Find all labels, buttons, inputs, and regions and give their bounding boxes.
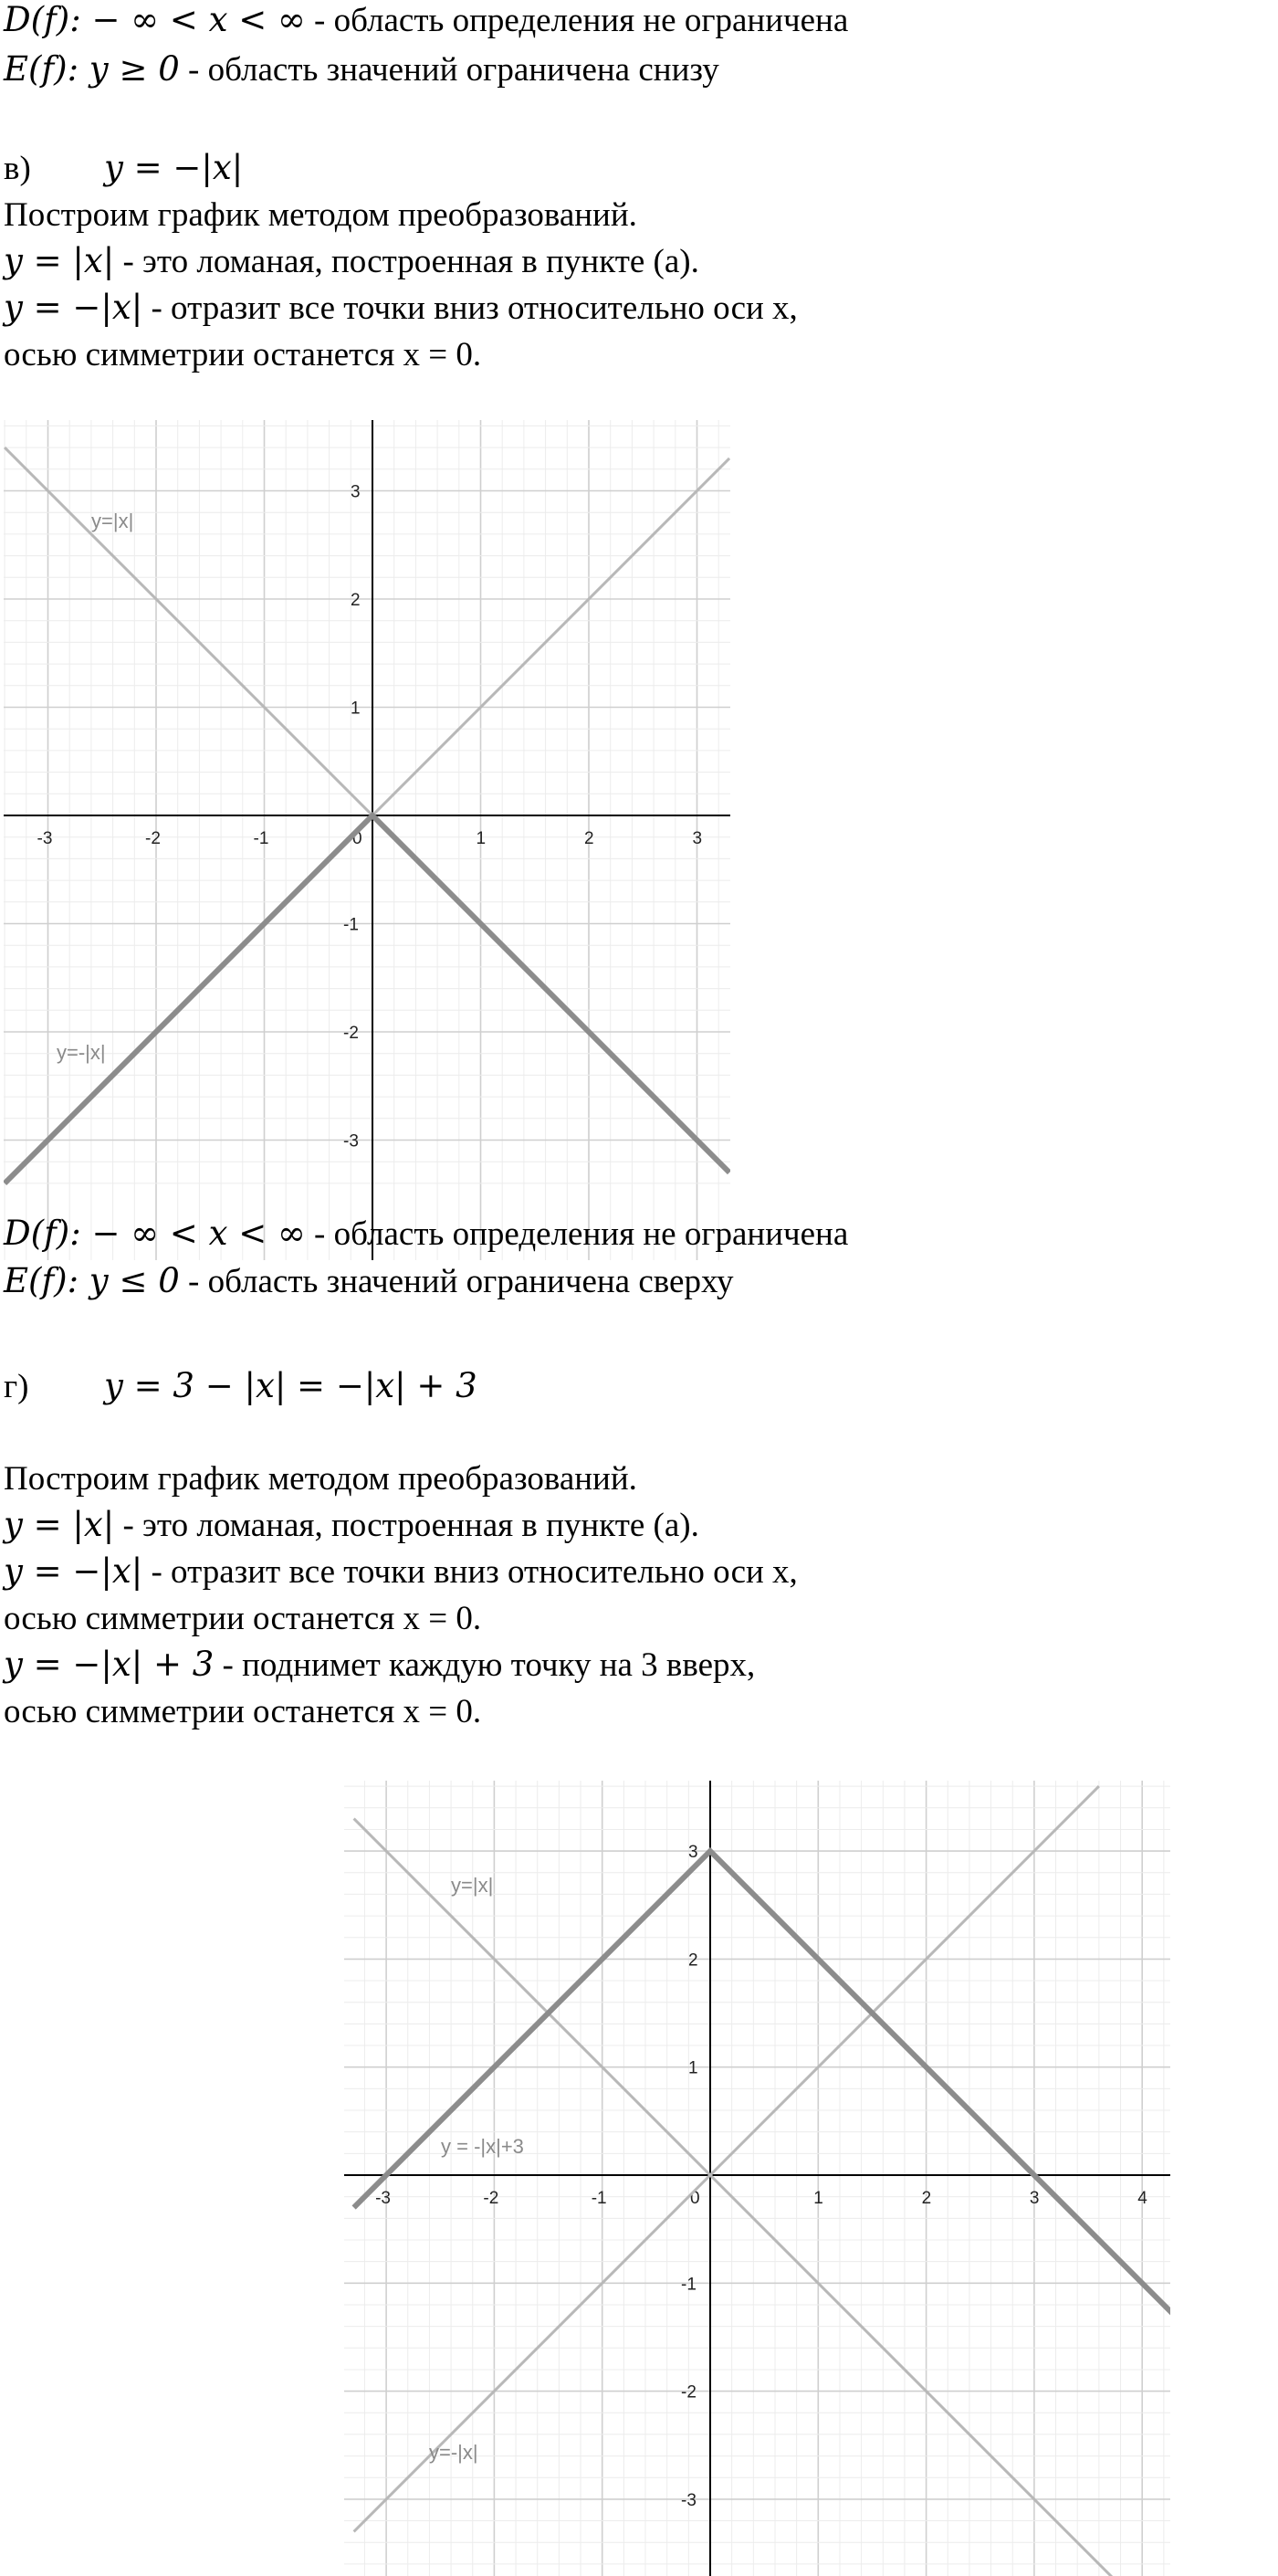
part-g-heading: [4, 1366, 477, 1407]
part-v-line-2-formula: y = −|x|: [4, 288, 143, 327]
y-tick-label: -1: [681, 2275, 697, 2295]
part-v-line-1-formula: y = |x|: [4, 241, 115, 280]
graph-v: [4, 420, 730, 1260]
y-tick-label: 2: [688, 1950, 698, 1971]
x-tick-label: 4: [1137, 2189, 1147, 2208]
y-tick-label: -2: [343, 1024, 359, 1043]
graph-v-canvas: [4, 420, 730, 1260]
x-tick-label: 3: [692, 829, 703, 848]
x-tick-label: -3: [375, 2189, 392, 2208]
domain-statement-v: [4, 1214, 848, 1255]
x-tick-label: 0: [690, 2189, 700, 2208]
part-g-line-5-text: осью симметрии останется x = 0.: [4, 1693, 482, 1730]
range-statement-b: [4, 49, 719, 90]
y-tick-label: 1: [351, 699, 361, 719]
x-tick-label: 2: [584, 829, 594, 848]
graph-g: [344, 1781, 1170, 2576]
series-label: y = -|x|+3: [441, 2135, 524, 2158]
y-tick-label: 3: [688, 1843, 698, 1863]
domain-text: - область определения не ограничена: [305, 2, 849, 39]
part-g-line-0-text: Построим график методом преобразований.: [4, 1460, 637, 1498]
part-g-line-2-text: - отразит все точки вниз относительно оси x,: [142, 1553, 798, 1591]
domain-formula-v: D(f): − ∞ < x < ∞: [4, 1214, 306, 1253]
x-tick-label: 2: [921, 2189, 932, 2208]
series-line: [354, 1851, 1170, 2316]
part-v-line-2-text: - отразит все точки вниз относительно оси x,: [142, 289, 798, 327]
x-tick-label: 3: [1029, 2189, 1040, 2208]
range-formula: E(f): y ≥ 0: [4, 49, 180, 89]
part-g-label: г): [4, 1368, 29, 1405]
part-g-equation: y = 3 − |x| = −|x| + 3: [104, 1366, 477, 1405]
y-tick-label: -2: [681, 2382, 697, 2403]
part-g-line-4-text: - поднимет каждую точку на 3 вверх,: [214, 1646, 756, 1684]
y-tick-label: 3: [351, 482, 361, 502]
part-g-line-0: [4, 1458, 637, 1499]
y-tick-label: -3: [343, 1131, 359, 1151]
part-v-line-0-text: Построим график методом преобразований.: [4, 196, 637, 234]
range-statement-v: [4, 1261, 734, 1302]
domain-statement-b: [4, 0, 848, 41]
graph-g-canvas: [344, 1781, 1170, 2576]
part-v-line-3: [4, 334, 481, 375]
x-tick-label: -1: [591, 2189, 607, 2208]
y-tick-label: 1: [688, 2058, 698, 2078]
part-g-line-5: [4, 1691, 481, 1732]
part-g-line-1-text: - это ломаная, построенная в пункте (а).: [114, 1507, 699, 1544]
part-g-line-4: [4, 1645, 755, 1686]
x-tick-label: -3: [37, 829, 53, 848]
range-text: - область значений ограничена снизу: [179, 51, 719, 89]
part-g-line-2: [4, 1551, 798, 1593]
part-v-line-1-text: - это ломаная, построенная в пункте (а).: [114, 243, 699, 280]
part-g-line-1: [4, 1505, 699, 1546]
series-label: y=-|x|: [57, 1041, 106, 1064]
y-tick-label: -3: [681, 2490, 697, 2510]
part-g-line-3-text: осью симметрии останется x = 0.: [4, 1600, 482, 1637]
y-tick-label: -1: [343, 915, 359, 935]
series-label: y=|x|: [91, 510, 134, 532]
part-g-line-2-formula: y = −|x|: [4, 1551, 143, 1591]
part-g-line-4-formula: y = −|x| + 3: [4, 1645, 215, 1684]
x-tick-label: 0: [352, 829, 362, 848]
x-tick-label: -2: [145, 829, 161, 848]
series-label: y=|x|: [451, 1874, 494, 1897]
part-v-line-3-text: осью симметрии останется x = 0.: [4, 336, 482, 373]
part-v-line-0: [4, 195, 637, 236]
part-g-line-1-formula: y = |x|: [4, 1505, 115, 1544]
x-tick-label: 1: [476, 829, 487, 848]
x-tick-label: -1: [253, 829, 269, 848]
domain-formula: D(f): − ∞ < x < ∞: [4, 0, 306, 39]
part-v-label: в): [4, 150, 31, 187]
part-v-line-2: [4, 288, 798, 329]
series-line: [5, 447, 729, 815]
part-v-heading: [4, 148, 243, 189]
series-line: [5, 815, 729, 1183]
part-v-equation: y = −|x|: [104, 148, 244, 187]
y-tick-label: 2: [351, 591, 361, 610]
part-g-line-3: [4, 1598, 481, 1639]
series-line: [354, 2175, 1121, 2576]
range-text-v: - область значений ограничена сверху: [179, 1263, 734, 1300]
x-tick-label: -2: [483, 2189, 499, 2208]
range-formula-v: E(f): y ≤ 0: [4, 1261, 180, 1300]
part-v-line-1: [4, 241, 699, 282]
grid: [4, 420, 730, 1260]
x-tick-label: 1: [813, 2189, 823, 2208]
series-label: y=-|x|: [429, 2441, 478, 2464]
domain-text-v: - область определения не ограничена: [305, 1215, 849, 1253]
